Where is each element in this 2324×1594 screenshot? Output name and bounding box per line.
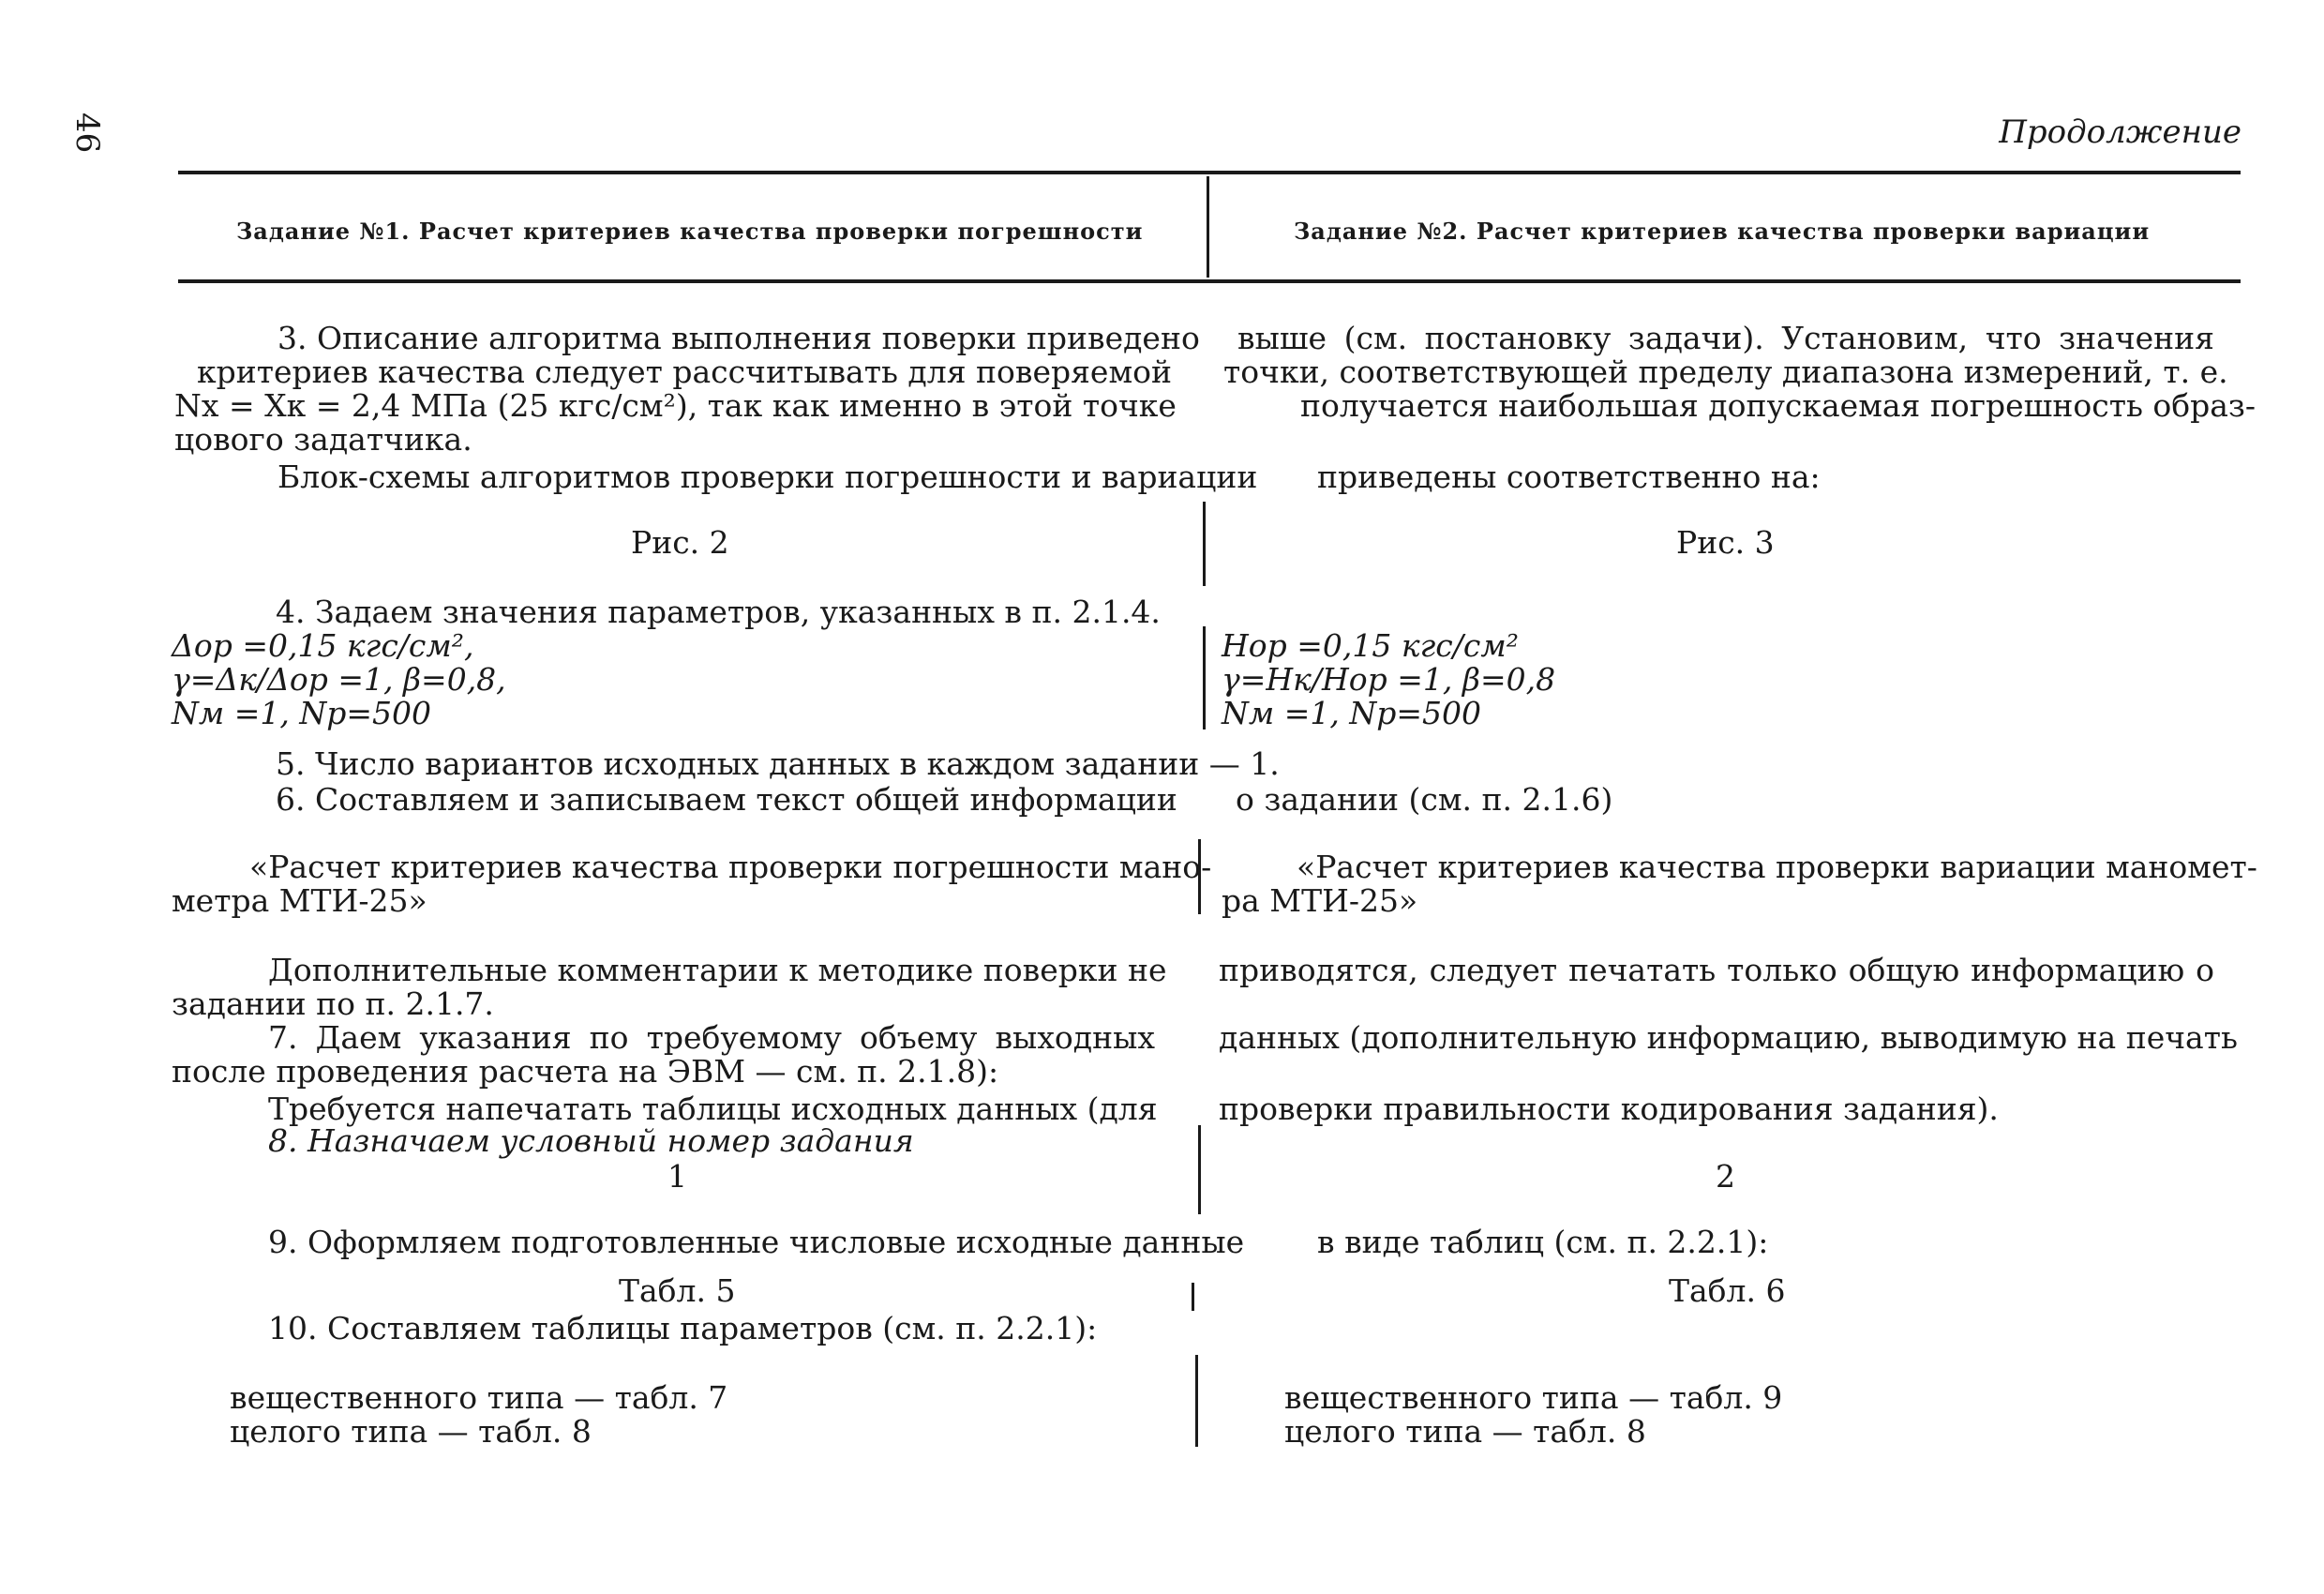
comments-line1-right: приводятся, следует печатать только общую информацию о xyxy=(1219,952,2214,988)
p6-right: о задании (см. п. 2.1.6) xyxy=(1236,781,1613,818)
p9-right: в виде таблиц (см. п. 2.2.1): xyxy=(1317,1224,1769,1260)
p4-right-1: Hор =0,15 кгс/см² xyxy=(1222,627,1519,664)
p5: 5. Число вариантов исходных данных в каждом задании — 1. xyxy=(276,745,1280,782)
continuation-label: Продолжение xyxy=(1999,113,2242,151)
header-top-rule xyxy=(178,171,2241,174)
tabl-right: Табл. 6 xyxy=(1669,1272,1786,1309)
task-number-left: 1 xyxy=(667,1158,687,1195)
p4-left-1: Δор =0,15 кгс/см², xyxy=(172,627,474,664)
p4-left-2: γ=Δк/Δор =1, β=0,8, xyxy=(172,661,506,698)
page-number: 46 xyxy=(68,113,106,154)
p4-left-3: Nм =1, Nр=500 xyxy=(172,695,431,731)
p10: 10. Составляем таблицы параметров (см. п. 2.2.1): xyxy=(268,1310,1098,1346)
p3-line2-left: критериев качества следует рассчитывать для поверяемой xyxy=(197,353,1172,390)
types-right-1: вещественного типа — табл. 9 xyxy=(1284,1379,1783,1416)
types-right-2: целого типа — табл. 8 xyxy=(1284,1413,1646,1450)
fig-divider xyxy=(1203,502,1206,586)
task-number-right: 2 xyxy=(1716,1158,1735,1195)
number-divider xyxy=(1198,1125,1201,1214)
types-divider xyxy=(1195,1355,1198,1447)
p3-line4: цового задатчика. xyxy=(174,421,472,458)
p8: 8. Назначаем условный номер задания xyxy=(268,1122,914,1159)
p3-line2-right: точки, соответствующей пределу диапазона измерений, т. е. xyxy=(1223,353,2228,390)
types-left-1: вещественного типа — табл. 7 xyxy=(230,1379,728,1416)
quote-right-2: ра МТИ-25» xyxy=(1222,882,1418,919)
quote-left-1: «Расчет критериев качества проверки погрешности мано- xyxy=(249,849,1212,885)
p7-line1-right: данных (дополнительную информацию, выводимую на печать xyxy=(1219,1019,2238,1056)
p3-line1-left: 3. Описание алгоритма выполнения поверки приведено xyxy=(277,320,1200,356)
p3-line5-left: Блок-схемы алгоритмов проверки погрешности и вариации xyxy=(277,459,1258,495)
p7-line3-right: проверки правильности кодирования задания). xyxy=(1219,1090,1999,1127)
p7-line3-left: Требуется напечатать таблицы исходных данных (для xyxy=(268,1090,1158,1127)
task1-header: Задание №1. Расчет критериев качества проверки погрешности xyxy=(236,218,1144,245)
comments-line2: задании по п. 2.1.7. xyxy=(172,985,494,1022)
quote-right-1: «Расчет критериев качества проверки вариации маномет- xyxy=(1297,849,2257,885)
tabl-divider xyxy=(1192,1283,1194,1311)
types-left-2: целого типа — табл. 8 xyxy=(230,1413,592,1450)
p6-left: 6. Составляем и записываем текст общей информации xyxy=(276,781,1177,818)
p4-divider xyxy=(1203,626,1206,729)
p3-line3-left: Nx = Xк = 2,4 МПа (25 кгс/см²), так как именно в этой точке xyxy=(174,387,1177,424)
p4-title: 4. Задаем значения параметров, указанных в п. 2.1.4. xyxy=(276,594,1161,630)
tabl-left: Табл. 5 xyxy=(619,1272,736,1309)
p4-right-3: Nм =1, Nр=500 xyxy=(1222,695,1481,731)
task2-header: Задание №2. Расчет критериев качества проверки вариации xyxy=(1294,218,2151,245)
p3-line3-right: получается наибольшая допускаемая погрешность образ- xyxy=(1300,387,2257,424)
p4-right-2: γ=Hк/Hор =1, β=0,8 xyxy=(1222,661,1556,698)
fig-left: Рис. 2 xyxy=(631,524,729,561)
p3-line1-right: выше (см. постановку задачи). Установим, что значения xyxy=(1237,320,2214,356)
fig-right: Рис. 3 xyxy=(1676,524,1775,561)
comments-line1-left: Дополнительные комментарии к методике поверки не xyxy=(268,952,1167,988)
p7-line1-left: 7. Даем указания по требуемому объему выходных xyxy=(268,1019,1155,1056)
header-bottom-rule xyxy=(178,279,2241,283)
p7-line2: после проведения расчета на ЭВМ — см. п. 2.1.8): xyxy=(172,1053,999,1090)
p9-left: 9. Оформляем подготовленные числовые исходные данные xyxy=(268,1224,1245,1260)
quote-left-2: метра МТИ-25» xyxy=(172,882,427,919)
header-divider xyxy=(1207,176,1209,278)
p3-line5-right: приведены соответственно на: xyxy=(1317,459,1821,495)
